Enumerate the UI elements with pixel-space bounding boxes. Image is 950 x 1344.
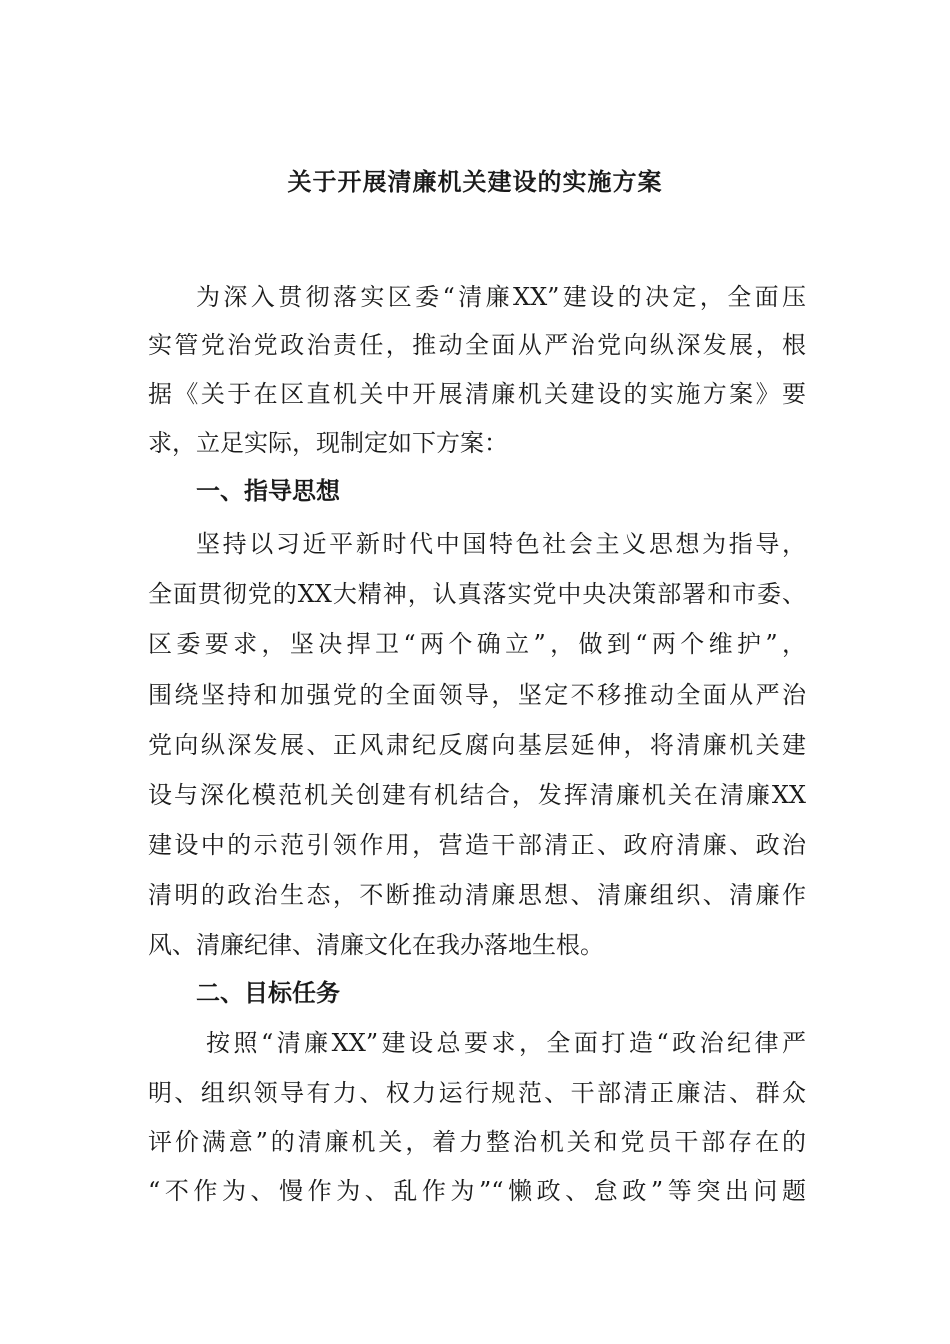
section1-line: 党向纵深发展、正风肃纪反腐向基层延伸，将清廉机关建 [148,731,806,759]
section1-line: 设与深化模范机关创建有机结合，发挥清廉机关在清廉XX [148,781,806,809]
section1-line: 建设中的示范引领作用，营造干部清正、政府清廉、政治 [148,831,806,859]
section-heading-guiding-ideology: 一、指导思想 [196,476,340,505]
section1-line: 清明的政治生态，不断推动清廉思想、清廉组织、清廉作 [148,881,806,909]
section2-line: 按照“清廉XX”建设总要求，全面打造“政治纪律严 [206,1029,806,1057]
section1-line: 全面贯彻党的XX大精神，认真落实党中央决策部署和市委、 [148,580,806,608]
section1-line: 区委要求，坚决捍卫“两个确立”，做到“两个维护”， [148,630,806,658]
intro-line: 求，立足实际，现制定如下方案： [148,429,508,457]
document-title: 关于开展清廉机关建设的实施方案 [287,167,663,196]
section1-line: 风、清廉纪律、清廉文化在我办落地生根。 [148,931,604,959]
intro-line: 据《关于在区直机关中开展清廉机关建设的实施方案》要 [148,380,806,408]
section2-line: “不作为、慢作为、乱作为”“懒政、怠政”等突出问题 [148,1177,806,1205]
intro-line: 实管党治党政治责任，推动全面从严治党向纵深发展，根 [148,331,806,359]
section2-line: 评价满意”的清廉机关，着力整治机关和党员干部存在的 [148,1128,806,1156]
section1-line: 坚持以习近平新时代中国特色社会主义思想为指导， [196,530,806,558]
section1-line: 围绕坚持和加强党的全面领导，坚定不移推动全面从严治 [148,681,806,709]
section-heading-goals-tasks: 二、目标任务 [196,978,340,1007]
intro-line: 为深入贯彻落实区委“清廉XX”建设的决定，全面压 [196,283,806,311]
section2-line: 明、组织领导有力、权力运行规范、干部清正廉洁、群众 [148,1079,806,1107]
